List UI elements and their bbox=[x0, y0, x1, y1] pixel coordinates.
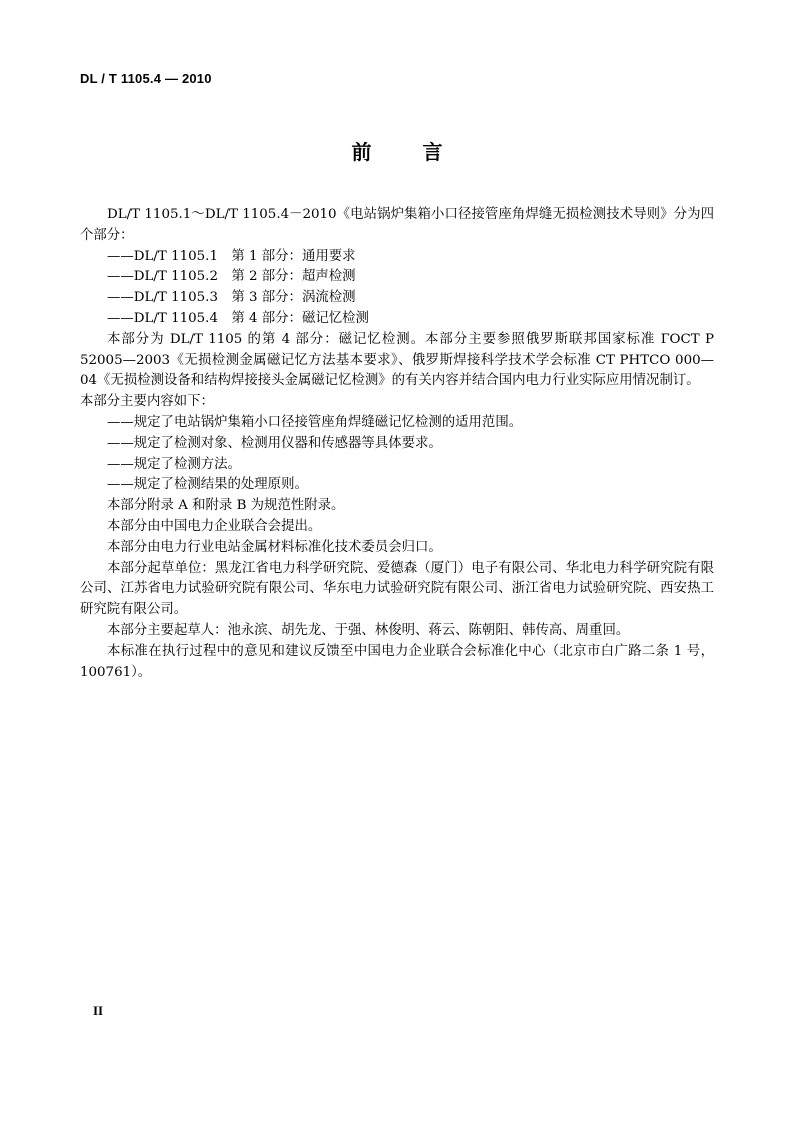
paragraph-feedback: 本标准在执行过程中的意见和建议反馈至中国电力企业联合会标准化中心（北京市白广路二条 1 号，100761）。 bbox=[80, 643, 714, 680]
paragraph-centralized-by: 本部分由电力行业电站金属材料标准化技术委员会归口。 bbox=[107, 539, 442, 555]
foreword-body bbox=[80, 205, 714, 683]
list-item-requirements: ——规定了检测对象、检测用仪器和传感器等具体要求。 bbox=[107, 435, 442, 451]
paragraph-drafting-units: 本部分起草单位：黑龙江省电力科学研究院、爱德森（厦门）电子有限公司、华北电力科学研究院有限公司、江苏省电力试验研究院有限公司、华东电力试验研究院有限公司、浙江省电力试验研究院、西安热工研究院有限公司。 bbox=[80, 560, 714, 618]
paragraph-main-content: 本部分主要内容如下： bbox=[80, 394, 214, 410]
title-char-2: 言 bbox=[422, 140, 443, 164]
paragraph-intro: DL/T 1105.1～DL/T 1105.4－2010《电站锅炉集箱小口径接管座角焊缝无损检测技术导则》分为四个部分： bbox=[80, 207, 714, 243]
list-item-part-2: ——DL/T 1105.2 第 2 部分：超声检测 bbox=[107, 269, 356, 285]
paragraph-proposed-by: 本部分由中国电力企业联合会提出。 bbox=[107, 518, 322, 534]
page-number: II bbox=[93, 1003, 104, 1018]
paragraph-drafters: 本部分主要起草人：池永滨、胡先龙、于强、林俊明、蒋云、陈朝阳、韩传高、周重回。 bbox=[107, 622, 630, 638]
standard-code-header: DL / T 1105.4 — 2010 bbox=[80, 71, 212, 86]
list-item-method: ——规定了检测方法。 bbox=[107, 456, 241, 472]
list-item-results: ——规定了检测结果的处理原则。 bbox=[107, 477, 308, 493]
list-item-part-3: ——DL/T 1105.3 第 3 部分：涡流检测 bbox=[107, 290, 356, 306]
list-item-part-1: ——DL/T 1105.1 第 1 部分：通用要求 bbox=[107, 248, 356, 264]
paragraph-reference: 本部分为 DL/T 1105 的第 4 部分：磁记忆检测。本部分主要参照俄罗斯联邦国家标准 ГОСТ Р 52005—2003《无损检测金属磁记忆方法基本要求》、俄罗斯焊接科学技术学会标准 СТ РНТСО 000—04《无损检测设备和结构焊接接头金属磁记忆检测》的有关内容并结合国内电力行业实际应用情况制订。 bbox=[80, 331, 714, 389]
page-title bbox=[0, 136, 794, 165]
list-item-part-4: ——DL/T 1105.4 第 4 部分：磁记忆检测 bbox=[107, 310, 369, 326]
title-char-1: 前 bbox=[351, 140, 372, 164]
list-item-scope: ——规定了电站锅炉集箱小口径接管座角焊缝磁记忆检测的适用范围。 bbox=[107, 414, 523, 430]
paragraph-annex: 本部分附录 A 和附录 B 为规范性附录。 bbox=[107, 498, 345, 514]
